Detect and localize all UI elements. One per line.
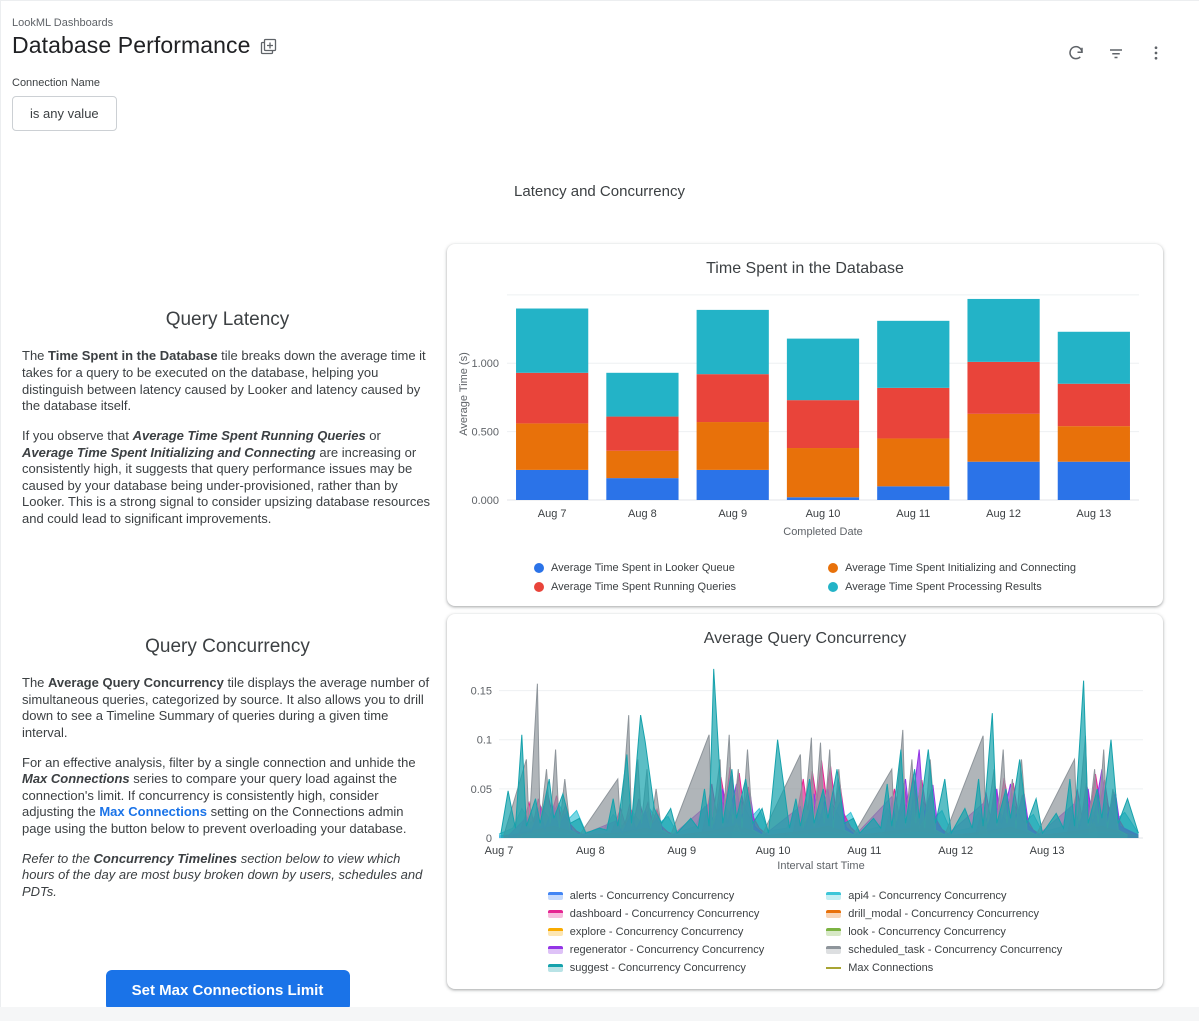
svg-text:Aug 9: Aug 9 [667, 845, 697, 857]
legend-label: Max Connections [848, 962, 934, 974]
svg-text:Aug 13: Aug 13 [1029, 845, 1065, 857]
legend-label: dashboard - Concurrency Concurrency [569, 908, 760, 920]
svg-text:0.000: 0.000 [471, 495, 499, 507]
query-concurrency-body: The Average Query Concurrency tile displays the average number of simultaneous queries, categorized by source. It also allows you to drill down to see a Timeline Summary of queries during a given time interval. For an effective analysis, filter by a single connection and unhide the Max Connections series to compare your query load against the connection's limit. If concurrency is consistently high, consider adjusting the Max Connections setting on the Connections admin page using the button below to prevent overloading your database. Refer to the Concurrency Timelines section below to view which hours of the day are most busy broken down by users, schedules and PDTs. [22, 675, 430, 899]
svg-text:0: 0 [485, 833, 492, 845]
kebab-menu-icon[interactable] [1143, 40, 1169, 66]
set-max-connections-button[interactable]: Set Max Connections Limit [106, 970, 350, 1011]
legend-label: alerts - Concurrency Concurrency [569, 890, 735, 902]
legend-label: Average Time Spent Running Queries [550, 581, 737, 593]
svg-text:0.05: 0.05 [470, 783, 492, 796]
legend-label: Average Time Spent Initializing and Connecting [845, 562, 1077, 574]
page-title: Database Performance [12, 32, 251, 58]
svg-text:Aug 7: Aug 7 [484, 845, 514, 857]
svg-text:0.15: 0.15 [470, 685, 492, 698]
time-spent-chart-title: Time Spent in the Database [706, 260, 904, 277]
svg-text:Interval start Time: Interval start Time [777, 860, 865, 872]
query-latency-body: The Time Spent in the Database tile breaks down the average time it takes for a query to be executed on the database, helping you distinguish between latency caused by Looker and latency caused by the database itself. If you observe that Average Time Spent Running Queries or Average Time Spent Initializing and Connecting are increasing or consistently high, it suggests that query performance issues may be caused by your database being under-provisioned, rather than by Looker. This is a strong signal to consider upsizing database resources and could lead to significant improvements. [22, 348, 431, 526]
svg-text:Aug 12: Aug 12 [986, 508, 1022, 520]
legend-label: regenerator - Concurrency Concurrency [569, 944, 765, 956]
svg-text:Aug 8: Aug 8 [628, 508, 657, 520]
max-connections-link[interactable]: Max Connections [99, 804, 207, 820]
svg-text:Aug 11: Aug 11 [847, 845, 882, 857]
legend-label: drill_modal - Concurrency Concurrency [848, 908, 1039, 920]
svg-text:Aug 10: Aug 10 [755, 845, 791, 857]
legend-label: scheduled_task - Concurrency Concurrency [848, 944, 1063, 956]
add-to-board-icon[interactable] [260, 38, 277, 55]
filter-label: Connection Name [12, 77, 101, 89]
svg-text:1.000: 1.000 [471, 358, 499, 371]
svg-text:Aug 11: Aug 11 [896, 508, 931, 520]
concurrency-chart-title: Average Query Concurrency [703, 630, 907, 647]
legend-label: explore - Concurrency Concurrency [569, 926, 744, 938]
filter-icon[interactable] [1103, 40, 1129, 66]
dashboard-header [0, 0, 1199, 59]
svg-text:Aug 8: Aug 8 [575, 845, 605, 857]
breadcrumb[interactable]: LookML Dashboards [12, 17, 114, 29]
query-concurrency-heading: Query Concurrency [145, 636, 310, 657]
svg-text:0.500: 0.500 [471, 426, 499, 439]
svg-text:Aug 10: Aug 10 [805, 508, 841, 520]
svg-text:Completed Date: Completed Date [783, 526, 863, 538]
svg-text:Aug 9: Aug 9 [718, 508, 748, 520]
svg-text:Average Time (s): Average Time (s) [458, 352, 470, 436]
legend-label: suggest - Concurrency Concurrency [569, 962, 746, 974]
connection-name-filter-chip[interactable]: is any value [12, 96, 117, 131]
svg-text:Aug 12: Aug 12 [938, 845, 974, 857]
query-latency-heading: Query Latency [165, 309, 290, 331]
svg-text:Aug 7: Aug 7 [537, 508, 567, 520]
legend-label: Average Time Spent in Looker Queue [550, 562, 735, 574]
svg-text:0.1: 0.1 [476, 734, 492, 747]
legend-label: api4 - Concurrency Concurrency [848, 890, 1007, 902]
refresh-icon[interactable] [1063, 40, 1089, 66]
svg-text:Aug 13: Aug 13 [1076, 508, 1112, 520]
section-title: Latency and Concurrency [514, 183, 685, 200]
page-bottom-strip [0, 1007, 1199, 1021]
legend-label: Average Time Spent Processing Results [845, 581, 1042, 593]
legend-label: look - Concurrency Concurrency [848, 926, 1006, 938]
